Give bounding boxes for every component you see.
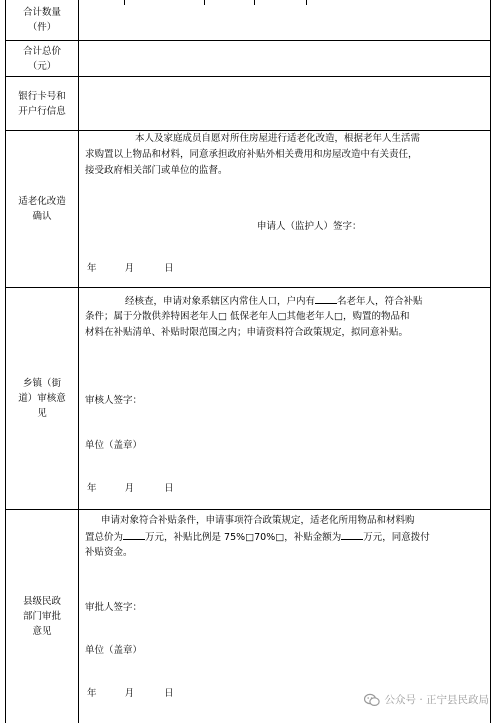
watermark bbox=[364, 692, 489, 707]
date-line: 年 月 日 bbox=[87, 263, 174, 274]
county-approval-label: 县级民政 部门审批 意见 bbox=[6, 510, 79, 723]
total-quantity-value-cell[interactable] bbox=[79, 0, 490, 40]
approval-text-line: 补贴资金。 bbox=[85, 547, 133, 558]
review-text-line: 条件；属于分散供养特困老年人□ 低保老年人□其他老年人□，购置的物品和 bbox=[85, 311, 410, 322]
bank-info-label: 银行卡号和 开户行信息 bbox=[6, 77, 79, 130]
statement-line: 本人及家庭成员自愿对所住房屋进行适老化改造，根据老年人生活需 bbox=[135, 133, 421, 144]
approval-text-line: 申请对象符合补贴条件，申请事项符合政策规定，适老化所用物品和材料购 bbox=[101, 515, 415, 526]
review-text-line: 经核查，申请对象系辖区内常住人口，户内有 名老年人，符合补贴 bbox=[125, 293, 423, 309]
total-price-blank[interactable] bbox=[123, 529, 145, 540]
unit-seal-label: 单位（盖章） bbox=[85, 440, 143, 451]
row-total-quantity bbox=[6, 0, 490, 41]
total-price-value-cell[interactable] bbox=[79, 41, 490, 76]
renovation-confirmation-label: 适老化改造 确认 bbox=[6, 131, 79, 287]
statement-line: 求购置以上物品和材料，同意承担政府补贴外相关费用和房屋改造中有关责任， bbox=[85, 149, 418, 160]
approval-text-line: 置总价为 万元，补贴比例是 75%□70%□，补贴金额为 万元，同意拨付 bbox=[85, 529, 430, 545]
township-review-cell bbox=[79, 288, 490, 509]
row-bank-info bbox=[6, 77, 490, 131]
reviewer-signature-label: 审核人签字： bbox=[85, 395, 143, 406]
approver-signature-label: 审批人签字： bbox=[85, 602, 143, 613]
bank-info-value-cell[interactable] bbox=[79, 77, 490, 130]
total-price-label: 合计总价 （元） bbox=[6, 41, 79, 76]
row-total-price bbox=[6, 41, 490, 77]
unit-seal-label: 单位（盖章） bbox=[85, 645, 143, 656]
date-line: 年 月 日 bbox=[87, 483, 174, 494]
watermark-text: 公众号 · 正宁县民政局 bbox=[384, 694, 489, 706]
elderly-count-blank[interactable] bbox=[315, 293, 337, 304]
total-quantity-label: 合计数量 （件） bbox=[6, 0, 79, 40]
subsidy-amount-blank[interactable] bbox=[341, 529, 363, 540]
renovation-confirmation-cell bbox=[79, 131, 490, 287]
statement-line: 接受政府相关部门或单位的监督。 bbox=[85, 165, 228, 176]
township-review-label: 乡镇（街 道）审核意 见 bbox=[6, 288, 79, 509]
date-line: 年 月 日 bbox=[87, 688, 174, 699]
wechat-icon bbox=[364, 693, 380, 707]
review-text-line: 材料在补贴清单、补贴时限范围之内；申请资料符合政策规定，拟同意补贴。 bbox=[85, 327, 409, 338]
application-form bbox=[5, 0, 491, 723]
row-renovation-confirmation bbox=[6, 131, 490, 288]
applicant-signature-label: 申请人（监护人）签字： bbox=[257, 221, 362, 232]
row-township-review bbox=[6, 288, 490, 510]
